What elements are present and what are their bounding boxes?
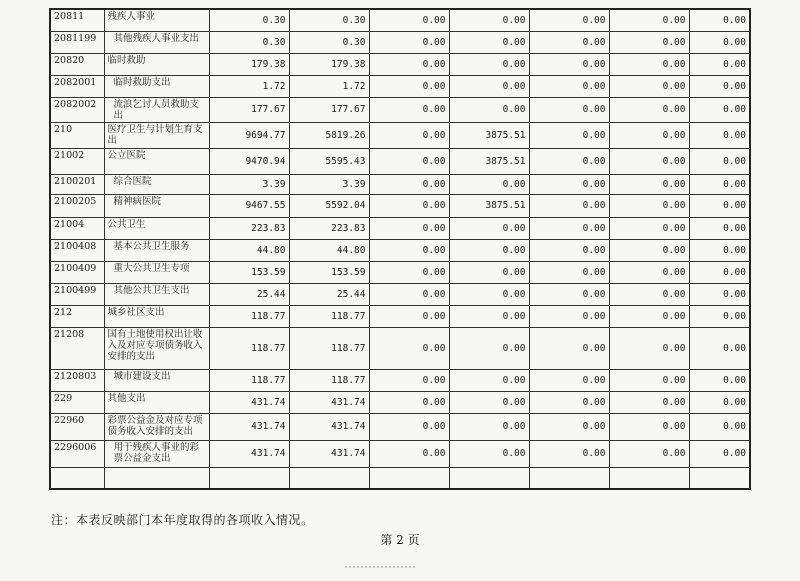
table-row [50,440,750,467]
amount-cell: 0.00 [609,53,689,75]
subject-name-cell [104,148,209,174]
amount-cell: 0.00 [369,122,449,148]
subject-name-cell [104,9,209,31]
amount-cell: 0.00 [529,391,609,413]
table-row [50,75,750,97]
subject-name-text: 城市建设支出 [113,370,171,382]
subject-code-cell: 210 [50,122,104,148]
amount-cell: 3.39 [209,174,289,194]
amount-cell: 0.00 [529,261,609,283]
amount-cell: 0.00 [689,9,750,31]
subject-name-cell [104,53,209,75]
amount-cell: 223.83 [289,217,369,239]
amount-cell: 9694.77 [209,122,289,148]
subject-name-text: 其他残疾人事业支出 [113,32,200,44]
amount-cell: 0.00 [449,9,529,31]
amount-cell: 0.00 [449,239,529,261]
amount-cell: 0.00 [529,327,609,369]
table-row [50,261,750,283]
amount-cell: 0.00 [609,440,689,467]
subject-name-cell [104,194,209,217]
table-row [50,217,750,239]
amount-cell: 0.00 [369,369,449,391]
subject-name-text: 医疗卫生与计划生育支出 [107,123,203,146]
amount-cell: 118.77 [209,305,289,327]
amount-cell: 0.00 [529,217,609,239]
subject-name-text: 临时救助 [107,54,146,66]
amount-cell: 0.00 [369,391,449,413]
amount-cell: 177.67 [289,97,369,122]
subject-code-cell: 2082002 [50,97,104,122]
subject-code-cell: 2082001 [50,75,104,97]
amount-cell: 0.00 [689,31,750,53]
subject-name-cell [104,174,209,194]
amount-cell: 9470.94 [209,148,289,174]
subject-name-text: 公立医院 [107,149,146,161]
amount-cell [209,467,289,489]
amount-cell: 0.00 [529,148,609,174]
subject-code-cell: 2100408 [50,239,104,261]
subject-name-cell [104,239,209,261]
amount-cell: 0.00 [689,391,750,413]
amount-cell: 0.00 [369,239,449,261]
amount-cell: 3875.51 [449,194,529,217]
table-row [50,369,750,391]
amount-cell: 0.00 [609,97,689,122]
amount-cell: 0.00 [689,174,750,194]
subject-name-cell [104,31,209,53]
amount-cell: 0.00 [689,97,750,122]
amount-cell [449,467,529,489]
table-row [50,148,750,174]
amount-cell: 118.77 [289,369,369,391]
subject-name-text: 基本公共卫生服务 [113,240,190,252]
amount-cell: 0.00 [689,413,750,440]
amount-cell: 0.00 [369,327,449,369]
amount-cell: 0.00 [689,440,750,467]
amount-cell: 0.00 [609,148,689,174]
subject-name-cell [104,440,209,467]
amount-cell: 0.00 [609,75,689,97]
subject-name-cell [104,122,209,148]
amount-cell: 5592.04 [289,194,369,217]
amount-cell: 0.00 [529,9,609,31]
subject-code-cell: 22960 [50,413,104,440]
table-row [50,283,750,305]
amount-cell: 0.00 [449,369,529,391]
subject-code-cell: 2100409 [50,261,104,283]
amount-cell: 0.00 [529,194,609,217]
amount-cell: 0.00 [449,174,529,194]
amount-cell: 0.00 [449,391,529,413]
subject-code-cell: 20811 [50,9,104,31]
income-table [49,8,751,490]
amount-cell: 3875.51 [449,122,529,148]
subject-name-text: 用于残疾人事业的彩票公益金支出 [113,441,200,464]
amount-cell: 0.00 [609,194,689,217]
amount-cell: 0.00 [529,369,609,391]
amount-cell: 0.00 [449,413,529,440]
amount-cell: 0.00 [529,440,609,467]
subject-name-cell [104,413,209,440]
amount-cell: 0.00 [609,305,689,327]
amount-cell: 153.59 [289,261,369,283]
table-row [50,97,750,122]
amount-cell: 0.00 [609,369,689,391]
amount-cell: 44.80 [289,239,369,261]
amount-cell: 0.00 [609,239,689,261]
amount-cell: 431.74 [289,413,369,440]
subject-name-text: 流浪乞讨人员救助支出 [113,98,200,121]
amount-cell: 44.80 [209,239,289,261]
page-number: 第 2 页 [380,533,420,547]
amount-cell: 118.77 [209,369,289,391]
amount-cell: 0.00 [369,148,449,174]
amount-cell: 0.00 [369,440,449,467]
amount-cell: 177.67 [209,97,289,122]
subject-code-cell: 21004 [50,217,104,239]
amount-cell: 0.00 [369,97,449,122]
amount-cell: 0.00 [449,283,529,305]
amount-cell: 1.72 [209,75,289,97]
table-row [50,53,750,75]
subject-name-text: 公共卫生 [107,218,146,230]
subject-name-cell [104,283,209,305]
subject-code-cell: 21002 [50,148,104,174]
table-row [50,327,750,369]
amount-cell: 0.00 [609,261,689,283]
amount-cell: 0.00 [689,53,750,75]
table-row [50,305,750,327]
amount-cell: 223.83 [209,217,289,239]
subject-name-text: 国有土地使用权出让收入及对应专项债务收入安排的支出 [107,328,203,362]
table-row [50,122,750,148]
subject-name-text: 彩票公益金及对应专项债务收入安排的支出 [107,414,203,437]
amount-cell: 0.00 [529,97,609,122]
subject-name-cell [104,261,209,283]
amount-cell: 3875.51 [449,148,529,174]
subject-name-cell [104,217,209,239]
amount-cell: 0.00 [529,31,609,53]
amount-cell: 0.00 [689,261,750,283]
amount-cell: 0.00 [369,283,449,305]
amount-cell: 0.30 [289,31,369,53]
amount-cell: 431.74 [289,440,369,467]
amount-cell: 0.00 [529,174,609,194]
subject-name-cell [104,369,209,391]
amount-cell: 0.00 [369,75,449,97]
table-row [50,391,750,413]
amount-cell: 0.00 [689,148,750,174]
subject-code-cell [50,467,104,489]
table-row [50,413,750,440]
amount-cell: 0.00 [369,261,449,283]
amount-cell: 0.00 [609,31,689,53]
subject-name-text: 临时救助支出 [113,76,171,88]
amount-cell: 0.00 [529,305,609,327]
amount-cell: 431.74 [289,391,369,413]
amount-cell: 0.00 [449,327,529,369]
amount-cell: 0.00 [449,261,529,283]
amount-cell: 0.00 [529,122,609,148]
table-row [50,467,750,489]
subject-name-cell [104,97,209,122]
amount-cell: 25.44 [289,283,369,305]
subject-code-cell: 229 [50,391,104,413]
subject-name-text: 城乡社区支出 [107,306,165,318]
amount-cell: 0.30 [209,31,289,53]
amount-cell [369,467,449,489]
amount-cell: 0.00 [689,75,750,97]
amount-cell: 0.00 [449,97,529,122]
subject-code-cell: 21208 [50,327,104,369]
amount-cell: 0.00 [449,31,529,53]
amount-cell: 0.00 [529,75,609,97]
subject-name-cell [104,75,209,97]
amount-cell: 118.77 [209,327,289,369]
amount-cell: 0.00 [369,413,449,440]
amount-cell: 431.74 [209,440,289,467]
amount-cell: 0.00 [449,440,529,467]
amount-cell: 0.00 [449,53,529,75]
income-table-frame [49,8,749,490]
subject-name-cell [104,391,209,413]
amount-cell: 0.00 [689,239,750,261]
amount-cell: 9467.55 [209,194,289,217]
amount-cell: 0.00 [689,194,750,217]
amount-cell: 0.00 [369,194,449,217]
amount-cell: 0.00 [609,413,689,440]
subject-code-cell: 2081199 [50,31,104,53]
subject-name-text: 综合医院 [113,175,152,187]
table-row [50,9,750,31]
subject-code-cell: 2100201 [50,174,104,194]
amount-cell: 0.30 [289,9,369,31]
amount-cell: 0.00 [689,305,750,327]
amount-cell: 0.00 [369,305,449,327]
amount-cell: 0.00 [369,217,449,239]
table-footnote: 注：本表反映部门本年度取得的各项收入情况。 [51,513,314,527]
amount-cell: 0.30 [209,9,289,31]
subject-name-cell [104,467,209,489]
amount-cell: 0.00 [609,9,689,31]
amount-cell: 5595.43 [289,148,369,174]
subject-code-cell: 212 [50,305,104,327]
stamp-trace [345,566,415,572]
amount-cell [529,467,609,489]
amount-cell: 1.72 [289,75,369,97]
amount-cell: 118.77 [289,305,369,327]
amount-cell [609,467,689,489]
subject-code-cell: 20820 [50,53,104,75]
amount-cell: 179.38 [289,53,369,75]
amount-cell: 0.00 [449,305,529,327]
amount-cell: 0.00 [609,122,689,148]
amount-cell: 0.00 [369,9,449,31]
amount-cell: 0.00 [449,217,529,239]
amount-cell: 5819.26 [289,122,369,148]
amount-cell [689,467,750,489]
amount-cell: 25.44 [209,283,289,305]
amount-cell: 153.59 [209,261,289,283]
amount-cell [289,467,369,489]
amount-cell: 0.00 [369,53,449,75]
amount-cell: 0.00 [529,239,609,261]
amount-cell: 179.38 [209,53,289,75]
table-body [50,9,750,489]
subject-name-text: 残疾人事业 [107,11,156,22]
amount-cell: 0.00 [609,174,689,194]
amount-cell: 118.77 [289,327,369,369]
subject-code-cell: 2120803 [50,369,104,391]
subject-code-cell: 2100205 [50,194,104,217]
subject-name-text: 其他公共卫生支出 [113,284,190,296]
amount-cell: 0.00 [369,174,449,194]
amount-cell: 0.00 [689,122,750,148]
amount-cell: 0.00 [609,283,689,305]
amount-cell: 0.00 [689,283,750,305]
amount-cell: 431.74 [209,413,289,440]
amount-cell: 0.00 [449,75,529,97]
table-row [50,174,750,194]
amount-cell: 0.00 [529,283,609,305]
subject-code-cell: 2296006 [50,440,104,467]
amount-cell: 0.00 [609,391,689,413]
amount-cell: 0.00 [609,217,689,239]
subject-name-text: 其他支出 [107,392,146,404]
subject-name-cell [104,327,209,369]
subject-name-text: 重大公共卫生专项 [113,262,190,274]
amount-cell: 0.00 [369,31,449,53]
amount-cell: 0.00 [689,217,750,239]
amount-cell: 0.00 [529,53,609,75]
amount-cell: 0.00 [609,327,689,369]
subject-name-cell [104,305,209,327]
table-row [50,239,750,261]
subject-name-text: 精神病医院 [113,195,162,207]
table-row [50,31,750,53]
amount-cell: 0.00 [689,369,750,391]
amount-cell: 3.39 [289,174,369,194]
subject-code-cell: 2100499 [50,283,104,305]
amount-cell: 0.00 [689,327,750,369]
amount-cell: 0.00 [529,413,609,440]
table-row [50,194,750,217]
amount-cell: 431.74 [209,391,289,413]
